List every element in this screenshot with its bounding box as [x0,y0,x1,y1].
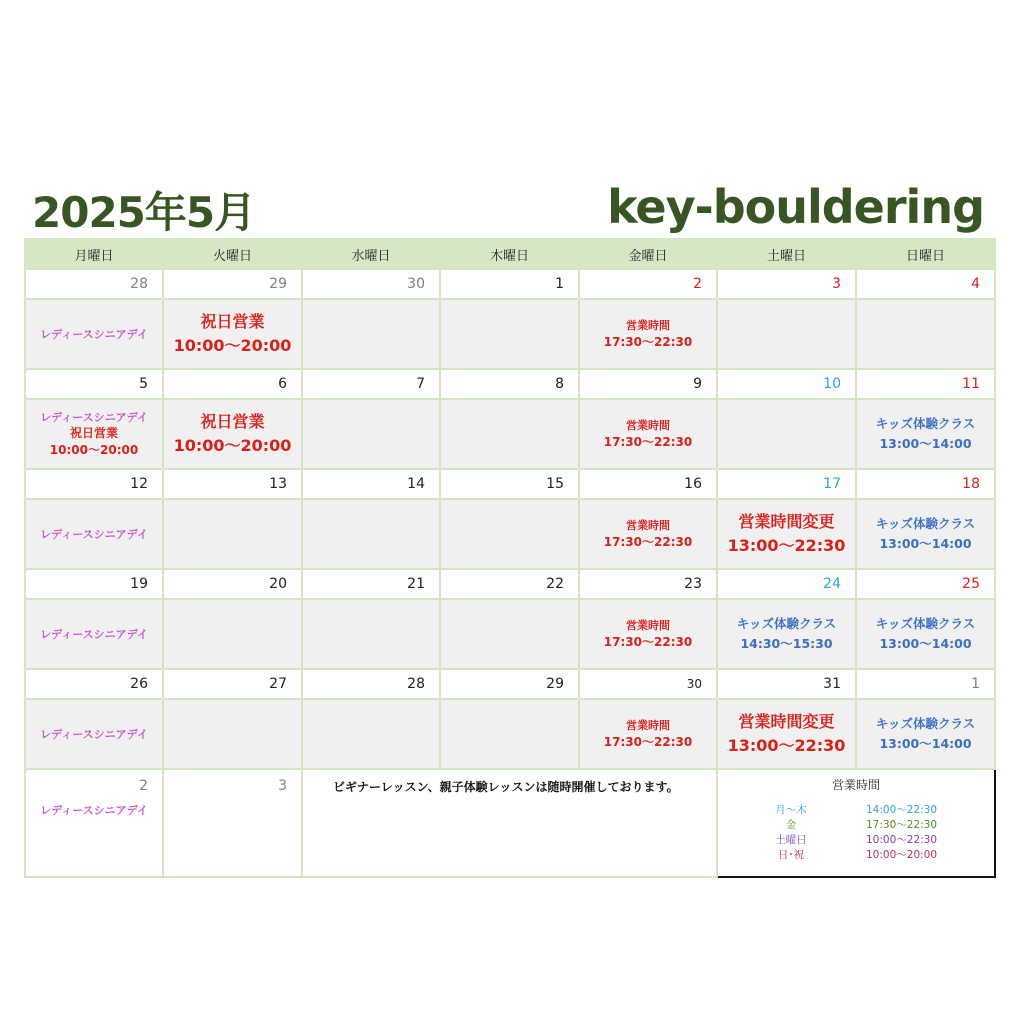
event-cell [163,299,302,369]
day-number: 12 [25,469,163,499]
event-cell [440,299,579,369]
friday-hours-title: 営業時間 [626,619,670,632]
kids-class-title: キッズ体験クラス [875,616,976,631]
week-number-row [25,269,995,299]
week-number-row [25,469,995,499]
day-number: 30 [579,669,717,699]
event-cell [163,599,302,669]
day-number: 30 [302,269,440,299]
day-number: 21 [302,569,440,599]
friday-hours: 17:30～22:30 [603,335,693,349]
kids-class-title: キッズ体験クラス [736,616,837,631]
event-cell [302,699,440,769]
day-number: 23 [579,569,717,599]
event-cell [440,399,579,469]
day-number: 19 [25,569,163,599]
event-cell [302,299,440,369]
day-number: 2 [139,778,148,794]
hours-value: 14:00～22:30 [866,804,938,816]
holiday-hours: 10:00～20:00 [49,443,139,457]
kids-class-hours: 13:00～14:00 [879,436,972,451]
day-number: 24 [717,569,856,599]
kids-class-hours: 14:30～15:30 [740,636,833,651]
holiday-title: 祝日営業 [200,312,265,331]
overflow-day-cell [25,769,163,877]
event-cell [856,499,995,569]
day-number: 11 [856,369,995,399]
event-cell [163,699,302,769]
event-cell [717,299,856,369]
event-cell [302,499,440,569]
day-number: 28 [25,269,163,299]
ladies-senior-day-label: レディースシニアデイ [40,328,148,341]
kids-class-title: キッズ体験クラス [875,716,976,731]
holiday-hours: 10:00～20:00 [173,336,292,355]
day-number: 1 [856,669,995,699]
weekday-header: 土曜日 [717,239,856,269]
friday-hours: 17:30～22:30 [603,535,693,549]
day-number: 6 [163,369,302,399]
day-number: 14 [302,469,440,499]
friday-hours: 17:30～22:30 [603,435,693,449]
hours-label: 金 [785,819,797,831]
day-number: 9 [579,369,717,399]
weekday-header-row [25,239,995,269]
day-number: 20 [163,569,302,599]
hours-change-hours: 13:00～22:30 [727,736,846,755]
event-cell [856,599,995,669]
day-number: 29 [163,269,302,299]
event-cell [717,499,856,569]
day-number: 26 [25,669,163,699]
day-number: 31 [717,669,856,699]
kids-class-hours: 13:00～14:00 [879,736,972,751]
event-cell [440,699,579,769]
friday-hours: 17:30～22:30 [603,635,693,649]
event-cell [579,599,717,669]
hours-row [726,818,986,833]
week-number-row [25,569,995,599]
event-cell [25,499,163,569]
day-number: 10 [717,369,856,399]
kids-class-hours: 13:00～14:00 [879,636,972,651]
hours-value: 10:00～22:30 [866,834,938,846]
friday-hours: 17:30～22:30 [603,735,693,749]
event-cell [25,299,163,369]
week-event-row [25,399,995,469]
weekday-header: 日曜日 [856,239,995,269]
hours-row [726,833,986,848]
hours-value: 10:00～20:00 [866,849,938,861]
event-cell [440,499,579,569]
event-cell [856,699,995,769]
weekday-header: 火曜日 [163,239,302,269]
hours-change-title: 営業時間変更 [738,712,835,731]
day-number: 28 [302,669,440,699]
friday-hours-title: 営業時間 [626,719,670,732]
ladies-senior-day-label: レディースシニアデイ [40,804,148,817]
day-number: 5 [25,369,163,399]
holiday-title: 祝日営業 [200,412,265,431]
hours-label: 土曜日 [775,834,807,846]
week-event-row [25,699,995,769]
overflow-week-row [25,769,995,877]
weekday-header: 木曜日 [440,239,579,269]
ladies-senior-day-label: レディースシニアデイ [40,728,148,741]
event-cell [25,399,163,469]
week-number-row [25,669,995,699]
event-cell [717,699,856,769]
day-number: 22 [440,569,579,599]
day-number: 29 [440,669,579,699]
event-cell [579,399,717,469]
ladies-senior-day-label: レディースシニアデイ [40,528,148,541]
day-number: 27 [163,669,302,699]
event-cell [579,299,717,369]
week-event-row [25,499,995,569]
event-cell [163,499,302,569]
day-number: 15 [440,469,579,499]
calendar-table [24,238,996,878]
brand-title: key-bouldering [607,180,984,234]
hours-label: 日･祝 [777,849,805,861]
week-event-row [25,599,995,669]
event-cell [25,699,163,769]
event-cell [440,599,579,669]
event-cell [856,299,995,369]
overflow-day-cell [163,769,302,877]
weekday-header: 金曜日 [579,239,717,269]
day-number: 18 [856,469,995,499]
day-number: 8 [440,369,579,399]
weekday-header: 水曜日 [302,239,440,269]
kids-class-title: キッズ体験クラス [875,416,976,431]
event-cell [25,599,163,669]
event-cell [856,399,995,469]
day-number: 17 [717,469,856,499]
day-number: 2 [579,269,717,299]
day-number: 13 [163,469,302,499]
event-cell [579,499,717,569]
day-number: 4 [856,269,995,299]
holiday-title: 祝日営業 [69,426,118,440]
event-cell [579,699,717,769]
week-event-row [25,299,995,369]
day-number: 25 [856,569,995,599]
kids-class-title: キッズ体験クラス [875,516,976,531]
weekday-header: 月曜日 [25,239,163,269]
ladies-senior-day-label: レディースシニアデイ [40,628,148,641]
lesson-note: ビギナーレッスン、親子体験レッスンは随時開催しております。 [302,769,717,877]
day-number: 7 [302,369,440,399]
day-number: 1 [440,269,579,299]
event-cell [717,599,856,669]
business-hours-title: 営業時間 [831,778,880,792]
day-number: 3 [278,778,287,794]
day-number: 16 [579,469,717,499]
event-cell [163,399,302,469]
week-number-row [25,369,995,399]
event-cell [302,599,440,669]
hours-value: 17:30～22:30 [866,819,938,831]
hours-change-hours: 13:00～22:30 [727,536,846,555]
kids-class-hours: 13:00～14:00 [879,536,972,551]
hours-label: 月～木 [775,804,807,816]
ladies-senior-day-label: レディースシニアデイ [40,411,148,424]
friday-hours-title: 営業時間 [626,519,670,532]
hours-row [726,803,986,818]
hours-change-title: 営業時間変更 [738,512,835,531]
day-number: 3 [717,269,856,299]
friday-hours-title: 営業時間 [626,319,670,332]
business-hours-box [717,769,995,877]
month-title: 2025年5月 [32,188,256,237]
hours-row [726,848,986,863]
holiday-hours: 10:00～20:00 [173,436,292,455]
event-cell [302,399,440,469]
friday-hours-title: 営業時間 [626,419,670,432]
event-cell [717,399,856,469]
